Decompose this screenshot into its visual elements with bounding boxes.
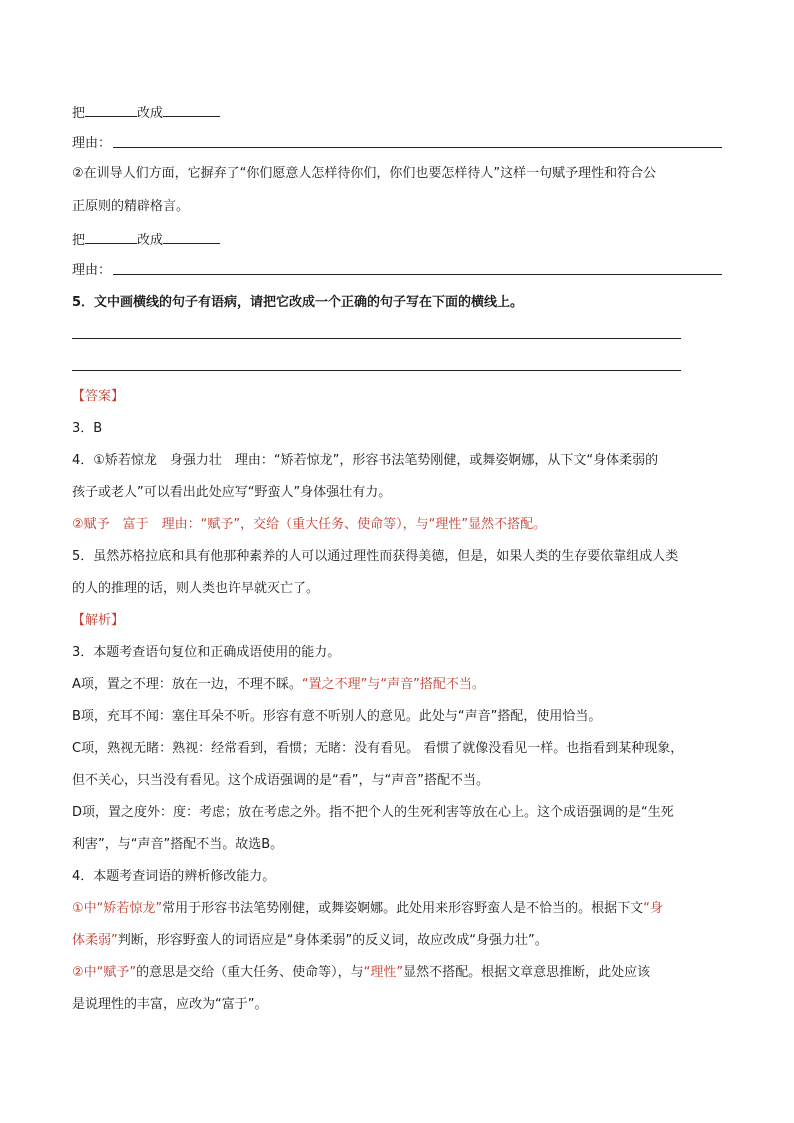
analysis-line7: 利害”，与“声音”搭配不当。故选B。 bbox=[72, 837, 284, 852]
analysis-line12: 是说理性的丰富，应改为“富于”。 bbox=[72, 997, 268, 1012]
analysis-line9 bbox=[72, 901, 663, 917]
answer-3: 3．B bbox=[72, 421, 103, 436]
analysis-highlight: ①中“矫若惊龙” bbox=[72, 901, 163, 916]
reason-answer-line[interactable] bbox=[113, 147, 722, 148]
gaicheng-label: 改成 bbox=[137, 106, 164, 121]
q4a-reason-label: 理由： bbox=[72, 136, 112, 151]
analysis-text: 判断，形容野蛮人的词语应是“身体柔弱”的反义词，故应改成“身强力壮”。 bbox=[117, 933, 548, 948]
analysis-highlight: “理性” bbox=[363, 965, 404, 980]
analysis-line4: C项，熟视无睹：熟视：经常看到，看惯；无睹：没有看见。 看惯了就像没看见一样。也指看到某种现象， bbox=[72, 741, 684, 756]
analysis-line8: 4．本题考查词语的辨析修改能力。 bbox=[72, 869, 276, 884]
q5-prompt: 5．文中画横线的句子有语病，请把它改成一个正确的句子写在下面的横线上。 bbox=[72, 295, 524, 310]
analysis-text: A项，置之不理：放在一边，不理不睬。 bbox=[72, 677, 302, 692]
q4b-text-line2: 正原则的精辟格言。 bbox=[72, 199, 190, 214]
answer-header: 【答案】 bbox=[72, 389, 125, 404]
analysis-highlight: “身 bbox=[643, 901, 663, 916]
ba-label: 把 bbox=[72, 233, 86, 248]
q4b-rewrite-line bbox=[72, 231, 220, 249]
analysis-highlight: 体柔弱” bbox=[72, 933, 118, 948]
q4b-text-line1: ②在训导人们方面，它摒弃了“你们愿意人怎样待你们，你们也要怎样待人”这样一句赋予理性和符合公 bbox=[72, 166, 657, 181]
q4a-rewrite-line bbox=[72, 104, 220, 122]
answer-5-line1: 5．虽然苏格拉底和具有他那种素养的人可以通过理性而获得美德，但是，如果人类的生存要依靠组成人类 bbox=[72, 549, 679, 564]
analysis-line10 bbox=[72, 933, 548, 949]
answer-4-line1: 4．①矫若惊龙 身强力壮 理由：“矫若惊龙”，形容书法笔势刚健，或舞姿婀娜，从下文“身体柔弱的 bbox=[72, 453, 659, 468]
analysis-line3: B项，充耳不闻：塞住耳朵不听。形容有意不听别人的意见。此处与“声音”搭配，使用恰当。 bbox=[72, 709, 602, 724]
answer-5-line2: 的人的推理的话，则人类也许早就灭亡了。 bbox=[72, 581, 320, 596]
analysis-header: 【解析】 bbox=[72, 613, 125, 628]
answer-4-line3: ②赋予 富于 理由：“赋予”，交给（重大任务、使命等），与“理性”显然不搭配。 bbox=[72, 517, 547, 532]
analysis-line11 bbox=[72, 965, 650, 981]
ba-label: 把 bbox=[72, 106, 86, 121]
reason-answer-line[interactable] bbox=[113, 274, 722, 275]
answer-blank[interactable] bbox=[163, 231, 220, 244]
analysis-line1: 3．本题考查语句复位和正确成语使用的能力。 bbox=[72, 645, 341, 660]
analysis-text: 显然不搭配。根据文章意思推断，此处应该 bbox=[403, 965, 651, 980]
analysis-line5: 但不关心，只当没有看见。这个成语强调的是“看”，与“声音”搭配不当。 bbox=[72, 773, 489, 788]
analysis-text: 常用于形容书法笔势刚健，或舞姿婀娜。此处用来形容野蛮人是不恰当的。根据下文 bbox=[162, 901, 644, 916]
q4b-reason-label: 理由： bbox=[72, 263, 112, 278]
q5-answer-line-2[interactable] bbox=[72, 370, 681, 371]
answer-blank[interactable] bbox=[163, 104, 220, 117]
answer-blank[interactable] bbox=[85, 104, 137, 117]
analysis-highlight: ②中“赋予” bbox=[72, 965, 137, 980]
analysis-text: 的意思是交给（重大任务、使命等），与 bbox=[136, 965, 364, 980]
gaicheng-label: 改成 bbox=[137, 233, 164, 248]
answer-blank[interactable] bbox=[85, 231, 137, 244]
answer-4-line2: 孩子或老人”可以看出此处应写“野蛮人”身体强壮有力。 bbox=[72, 485, 392, 500]
analysis-highlight: “置之不理”与“声音”搭配不当。 bbox=[301, 677, 485, 692]
q5-answer-line-1[interactable] bbox=[72, 338, 681, 339]
analysis-line2 bbox=[72, 677, 485, 693]
analysis-line6: D项，置之度外：度：考虑；放在考虑之外。指不把个人的生死利害等放在心上。这个成语强调的是“生死 bbox=[72, 805, 674, 820]
